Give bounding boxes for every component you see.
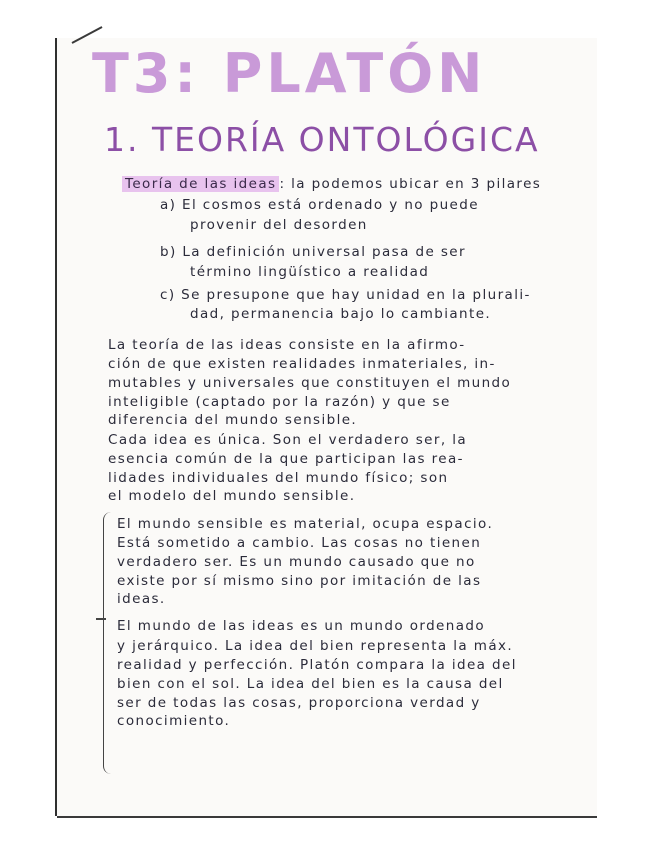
page-title: T3: PLATÓN [92, 42, 487, 105]
ideas-world-line-4: bien con el sol. La idea del bien es la causa del [117, 676, 504, 692]
ideas-world-line-1: El mundo de las ideas es un mundo ordenado [117, 618, 486, 634]
ideas-world-line-5: ser de todas las cosas, proporciona verdad y [117, 695, 481, 711]
paragraph-1-line-2: ción de que existen realidades inmateriales, in- [108, 356, 496, 372]
paragraph-2-line-2: esencia común de la que participan las rea- [108, 451, 464, 467]
highlighted-term: Teoría de las ideas [122, 176, 279, 192]
paragraph-2-line-1: Cada idea es única. Son el verdadero ser, la [108, 432, 468, 448]
paragraph-1-line-5: diferencia del mundo sensible. [108, 412, 358, 428]
paragraph-1-line-4: inteligible (captado por la razón) y que se [108, 394, 451, 410]
pillar-b-line-1: b) La definición universal pasa de ser [160, 244, 466, 260]
sensible-world-line-4: existe por sí mismo sino por imitación de las [117, 573, 482, 589]
sensible-world-line-5: ideas. [117, 591, 166, 607]
ideas-world-line-3: realidad y perfección. Platón compara la idea del [117, 657, 517, 673]
ideas-world-line-6: conocimiento. [117, 713, 231, 729]
pillar-a-line-2: provenir del desorden [190, 217, 368, 233]
pillar-a-line-1: a) El cosmos está ordenado y no puede [160, 197, 479, 213]
intro-line [122, 176, 541, 192]
paragraph-2-line-4: el modelo del mundo sensible. [108, 488, 356, 504]
paragraph-1-line-1: La teoría de las ideas consiste en la afirmo- [108, 337, 466, 353]
curly-brace-tip [96, 618, 106, 620]
curly-brace [103, 512, 114, 774]
pillar-c-line-2: dad, permanencia bajo lo cambiante. [190, 306, 492, 322]
pillar-b-line-2: término lingüístico a realidad [190, 264, 430, 280]
sensible-world-line-3: verdadero ser. Es un mundo causado que no [117, 554, 476, 570]
sensible-world-line-2: Está sometido a cambio. Las cosas no tienen [117, 535, 482, 551]
paragraph-1-line-3: mutables y universales que constituyen el mundo [108, 375, 512, 391]
pillar-c-line-1: c) Se presupone que hay unidad en la plurali- [160, 287, 531, 303]
paragraph-2-line-3: lidades individuales del mundo físico; son [108, 470, 449, 486]
ideas-world-line-2: y jerárquico. La idea del bien representa la máx. [117, 638, 514, 654]
section-heading: 1. TEORÍA ONTOLÓGICA [104, 120, 540, 159]
intro-text: : la podemos ubicar en 3 pilares [279, 176, 542, 192]
sensible-world-line-1: El mundo sensible es material, ocupa espacio. [117, 516, 494, 532]
